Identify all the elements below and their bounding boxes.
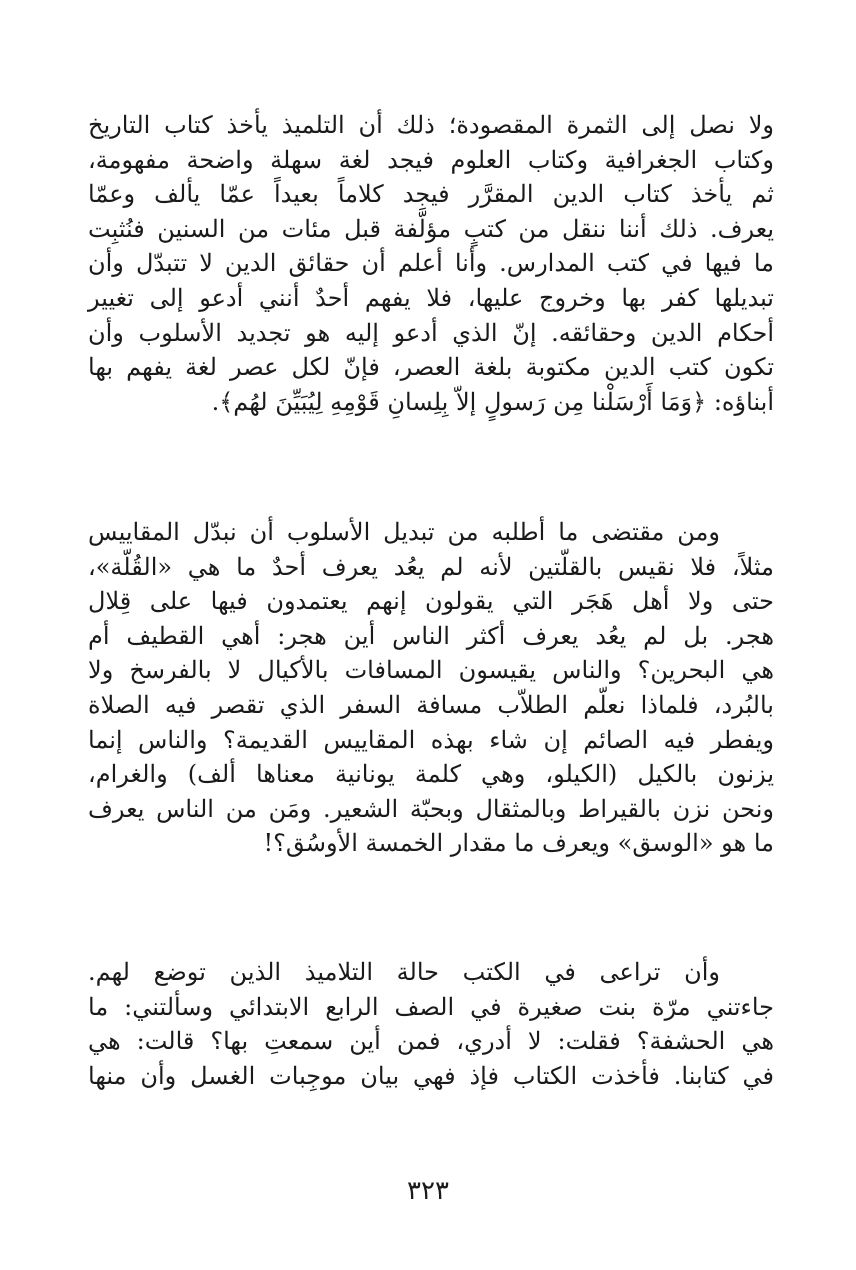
paragraph-2 (88, 515, 774, 861)
paragraph-line: وكتاب الجغرافية وكتاب العلوم فيجد لغة سهلة واضحة مفهومة، (88, 145, 774, 174)
paragraph-line: أحكام الدين وحقائقه. إنّ الذي أدعو إليه هو تجديد الأسلوب وأن (88, 318, 774, 347)
paragraph-line: حتى ولا أهل هَجَر التي يقولون إنهم يعتمدون فيها على قِلال (88, 587, 774, 616)
quran-verse-line: أبناؤه: ﴿وَمَا أَرْسَلْنا مِن رَسولٍ إلاّ بِلِسانِ قَوْمِهِ لِيُبَيِّنَ لهُم﴾. (211, 387, 774, 416)
paragraph-line: تكون كتب الدين مكتوبة بلغة العصر، فإنّ لكل عصر لغة يفهم بها (88, 353, 774, 382)
paragraph-line: جاءتني مرّة بنت صغيرة في الصف الرابع الابتدائي وسألتني: ما (88, 992, 774, 1021)
paragraph-line: يزنون بالكيل (الكيلو، وهي كلمة يونانية معناها ألف) والغرام، (88, 760, 774, 789)
paragraph-line: هي الحشفة؟ فقلت: لا أدري، فمن أين سمعتِ بها؟ قالت: هي (88, 1027, 774, 1056)
paragraph-3 (88, 955, 774, 1093)
page-number: ٣٢٣ (407, 1176, 449, 1206)
paragraph-line: هجر. بل لم يعُد يعرف أكثر الناس أين هجر: أهي القطيف أم (88, 621, 774, 650)
paragraph-line: في كتابنا. فأخذت الكتاب فإذ فهي بيان موجِبات الغسل وأن منها (88, 1061, 774, 1090)
paragraph-line: ما فيها في كتب المدارس. وأنا أعلم أن حقائق الدين لا تتبدّل وأن (88, 249, 774, 278)
paragraph-line: تبديلها كفر بها وخروج عليها، فلا يفهم أحدٌ أنني أدعو إلى تغيير (88, 283, 774, 312)
paragraph-line: ما هو «الوسق» ويعرف ما مقدار الخمسة الأوسُق؟! (263, 829, 774, 858)
paragraph-line: مثلاً، فلا نقيس بالقلّتين لأنه لم يعُد يعرف أحدٌ ما هي «القُلّة»، (88, 552, 774, 581)
paragraph-line: يعرف. ذلك أننا ننقل من كتبٍ مؤلَّفة قبل مئات من السنين فنُثبِت (88, 214, 775, 243)
paragraph-line: ومن مقتضى ما أطلبه من تبديل الأسلوب أن نبدّل المقاييس (88, 518, 720, 546)
paragraph-line: ثم يأخذ كتاب الدين المقرَّر فيجد كلاماً بعيداً عمّا يألف وعمّا (88, 180, 774, 209)
paragraph-line: ولا نصل إلى الثمرة المقصودة؛ ذلك أن التلميذ يأخذ كتاب التاريخ (88, 111, 774, 139)
paragraph-line: وأن تراعى في الكتب حالة التلاميذ الذين توضع لهم. (88, 958, 720, 986)
paragraph-line: ونحن نزن بالقيراط وبالمثقال وبحبّة الشعير. ومَن من الناس يعرف (88, 794, 774, 823)
paragraph-line: هي البحرين؟ والناس يقيسون المسافات بالأكيال لا بالفرسخ ولا (88, 656, 774, 685)
paragraph-1 (88, 108, 774, 419)
paragraph-line: بالبُرد، فلماذا نعلّم الطلاّب مسافة السفر الذي تقصر فيه الصلاة (88, 690, 774, 719)
paragraph-line: ويفطر فيه الصائم إن شاء بهذه المقاييس القديمة؟ والناس إنما (88, 725, 774, 754)
